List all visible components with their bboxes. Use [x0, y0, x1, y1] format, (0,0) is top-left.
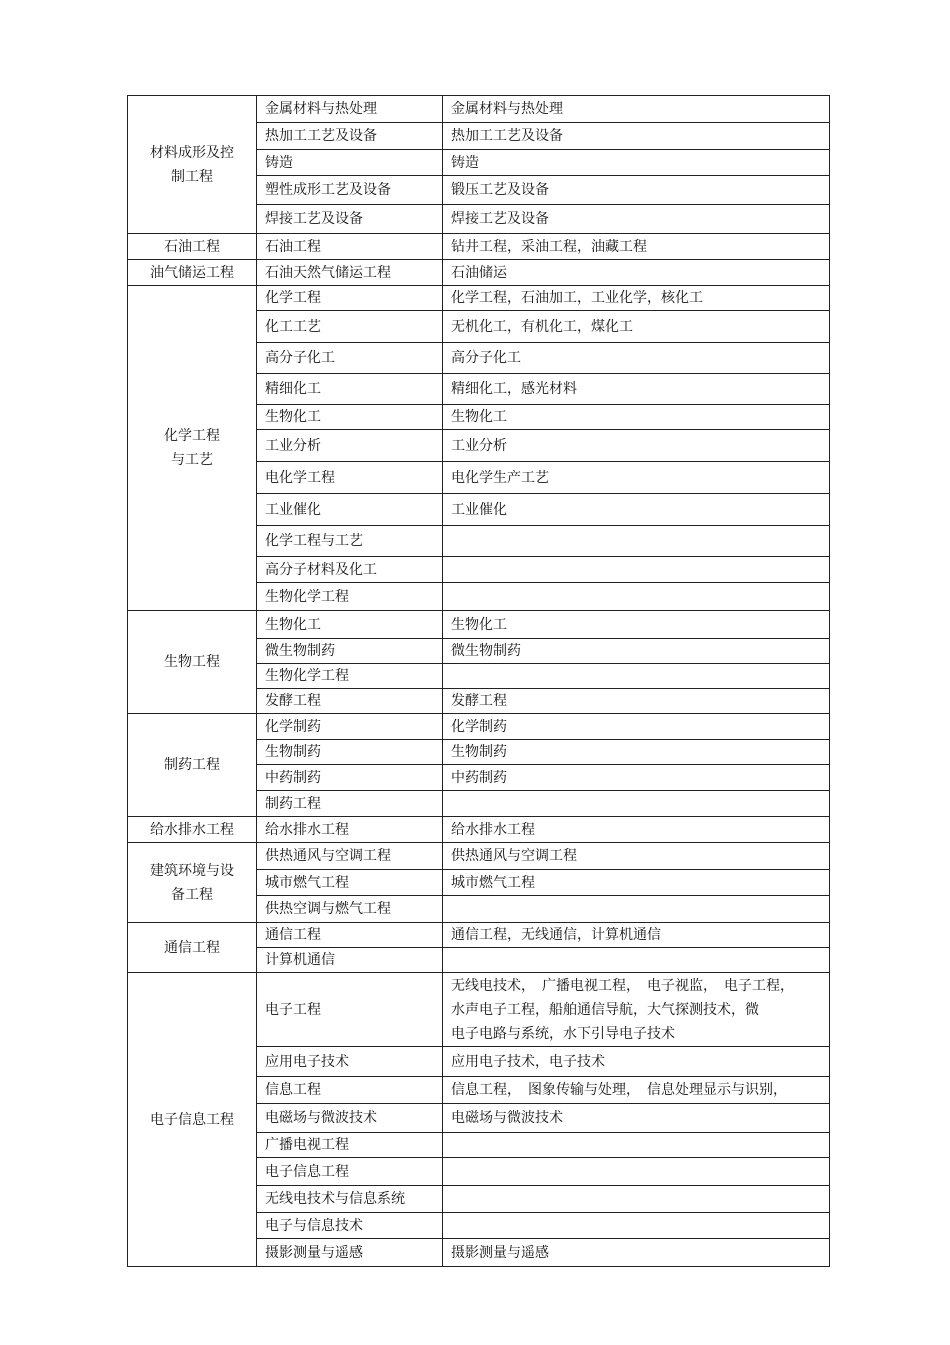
major-name-cell: 焊接工艺及设备	[257, 205, 443, 234]
major-name-cell: 电子工程	[257, 973, 443, 1047]
major-name-cell: 石油天然气储运工程	[257, 260, 443, 286]
former-major-cell: 通信工程，无线通信，计算机通信	[443, 923, 830, 948]
former-major-cell	[443, 1133, 830, 1158]
major-name-cell: 给水排水工程	[257, 817, 443, 843]
major-name-cell: 信息工程	[257, 1077, 443, 1104]
major-name-cell: 化工工艺	[257, 311, 443, 343]
major-name-cell: 无线电技术与信息系统	[257, 1186, 443, 1213]
former-major-cell	[443, 791, 830, 817]
former-major-cell	[443, 896, 830, 923]
former-major-cell: 电化学生产工艺	[443, 462, 830, 494]
former-major-cell	[443, 526, 830, 557]
major-name-cell: 化学工程	[257, 286, 443, 311]
category-cell: 化学工程 与工艺	[128, 286, 257, 611]
category-cell: 油气储运工程	[128, 260, 257, 286]
category-cell: 建筑环境与设 备工程	[128, 843, 257, 923]
major-name-cell: 高分子材料及化工	[257, 557, 443, 583]
former-major-cell: 生物制药	[443, 740, 830, 765]
table-row	[128, 611, 830, 639]
major-name-cell: 生物化学工程	[257, 583, 443, 611]
former-major-cell: 锻压工艺及设备	[443, 176, 830, 205]
major-name-cell: 生物制药	[257, 740, 443, 765]
former-major-cell: 发酵工程	[443, 689, 830, 714]
major-name-cell: 通信工程	[257, 923, 443, 948]
major-name-cell: 中药制药	[257, 765, 443, 791]
category-cell: 电子信息工程	[128, 973, 257, 1267]
former-major-cell: 热加工工艺及设备	[443, 123, 830, 150]
major-name-cell: 城市燃气工程	[257, 870, 443, 896]
former-major-cell: 无机化工，有机化工，煤化工	[443, 311, 830, 343]
former-major-cell	[443, 1186, 830, 1213]
category-cell: 给水排水工程	[128, 817, 257, 843]
major-name-cell: 供热空调与燃气工程	[257, 896, 443, 923]
major-name-cell: 电磁场与微波技术	[257, 1104, 443, 1133]
table-body	[128, 96, 830, 1267]
major-name-cell: 工业催化	[257, 494, 443, 526]
former-major-cell	[443, 664, 830, 689]
table-row	[128, 714, 830, 740]
category-cell: 生物工程	[128, 611, 257, 714]
category-cell: 通信工程	[128, 923, 257, 973]
major-name-cell: 电化学工程	[257, 462, 443, 494]
table-row	[128, 96, 830, 123]
major-name-cell: 电子信息工程	[257, 1158, 443, 1186]
major-name-cell: 金属材料与热处理	[257, 96, 443, 123]
major-name-cell: 生物化学工程	[257, 664, 443, 689]
table-row	[128, 260, 830, 286]
major-name-cell: 供热通风与空调工程	[257, 843, 443, 870]
major-name-cell: 制药工程	[257, 791, 443, 817]
former-major-cell: 焊接工艺及设备	[443, 205, 830, 234]
category-cell: 材料成形及控 制工程	[128, 96, 257, 234]
major-name-cell: 铸造	[257, 150, 443, 176]
former-major-cell: 石油储运	[443, 260, 830, 286]
table-row	[128, 286, 830, 311]
major-name-cell: 应用电子技术	[257, 1047, 443, 1077]
major-name-cell: 热加工工艺及设备	[257, 123, 443, 150]
former-major-cell: 高分子化工	[443, 343, 830, 374]
table-row	[128, 234, 830, 260]
former-major-cell: 应用电子技术，电子技术	[443, 1047, 830, 1077]
former-major-cell: 精细化工，感光材料	[443, 374, 830, 405]
table-row	[128, 843, 830, 870]
former-major-cell: 化学工程，石油加工，工业化学，核化工	[443, 286, 830, 311]
former-major-cell: 电磁场与微波技术	[443, 1104, 830, 1133]
former-major-cell	[443, 948, 830, 973]
former-major-cell: 生物化工	[443, 611, 830, 639]
major-name-cell: 广播电视工程	[257, 1133, 443, 1158]
category-cell: 石油工程	[128, 234, 257, 260]
former-major-cell	[443, 1213, 830, 1239]
category-cell: 制药工程	[128, 714, 257, 817]
major-name-cell: 电子与信息技术	[257, 1213, 443, 1239]
former-major-cell: 信息工程， 图象传输与处理， 信息处理显示与识别，	[443, 1077, 830, 1104]
major-name-cell: 化学制药	[257, 714, 443, 740]
former-major-cell: 铸造	[443, 150, 830, 176]
table-row	[128, 973, 830, 1047]
former-major-cell: 工业催化	[443, 494, 830, 526]
major-name-cell: 工业分析	[257, 430, 443, 462]
major-name-cell: 摄影测量与遥感	[257, 1239, 443, 1267]
former-major-cell: 化学制药	[443, 714, 830, 740]
major-mapping-table	[127, 95, 830, 1267]
major-name-cell: 生物化工	[257, 405, 443, 430]
former-major-cell: 供热通风与空调工程	[443, 843, 830, 870]
former-major-cell: 工业分析	[443, 430, 830, 462]
former-major-cell: 钻井工程，采油工程，油藏工程	[443, 234, 830, 260]
major-name-cell: 石油工程	[257, 234, 443, 260]
former-major-cell: 生物化工	[443, 405, 830, 430]
major-name-cell: 微生物制药	[257, 639, 443, 664]
former-major-cell: 中药制药	[443, 765, 830, 791]
major-name-cell: 计算机通信	[257, 948, 443, 973]
former-major-cell: 给水排水工程	[443, 817, 830, 843]
major-name-cell: 高分子化工	[257, 343, 443, 374]
major-name-cell: 精细化工	[257, 374, 443, 405]
former-major-cell: 无线电技术， 广播电视工程， 电子视监， 电子工程， 水声电子工程，船舶通信导航，大气探测技术，微 电子电路与系统，水下引导电子技术	[443, 973, 830, 1047]
major-name-cell: 生物化工	[257, 611, 443, 639]
major-name-cell: 塑性成形工艺及设备	[257, 176, 443, 205]
table-row	[128, 923, 830, 948]
former-major-cell	[443, 583, 830, 611]
former-major-cell	[443, 557, 830, 583]
former-major-cell: 微生物制药	[443, 639, 830, 664]
former-major-cell	[443, 1158, 830, 1186]
major-name-cell: 化学工程与工艺	[257, 526, 443, 557]
former-major-cell: 金属材料与热处理	[443, 96, 830, 123]
major-name-cell: 发酵工程	[257, 689, 443, 714]
table-row	[128, 817, 830, 843]
former-major-cell: 城市燃气工程	[443, 870, 830, 896]
former-major-cell: 摄影测量与遥感	[443, 1239, 830, 1267]
